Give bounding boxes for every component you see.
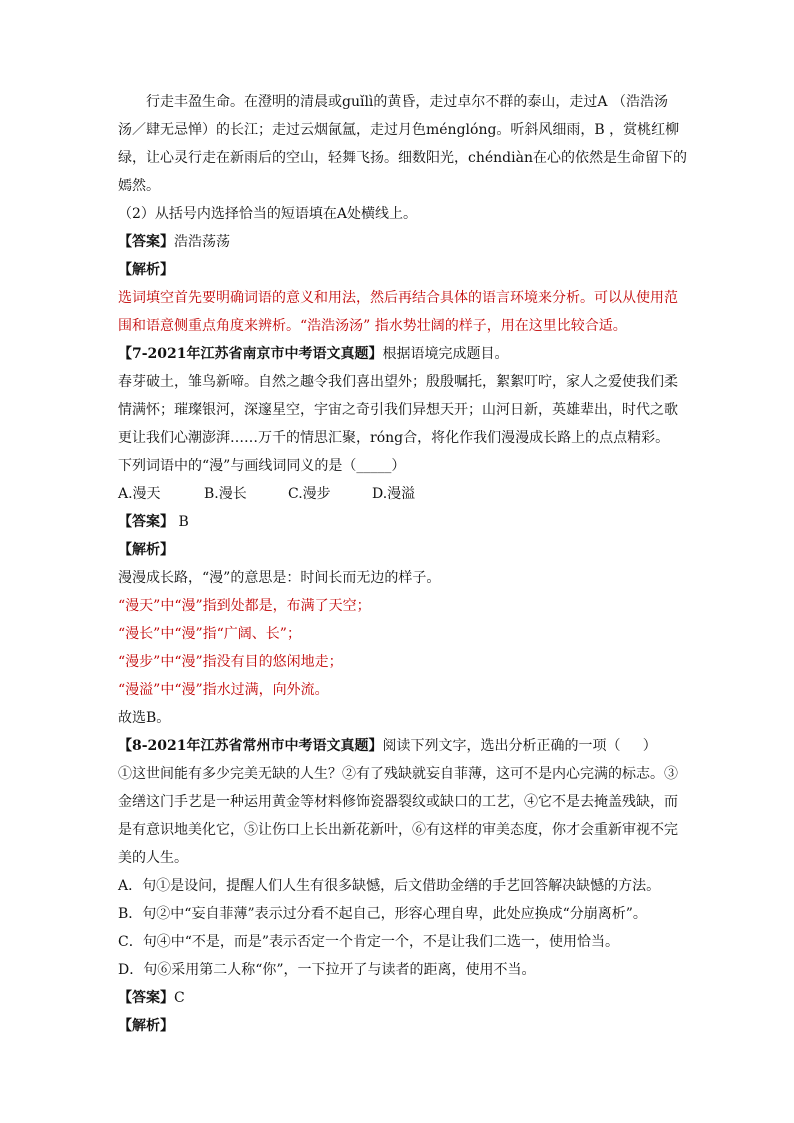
document-page	[118, 88, 687, 1040]
q7-red-line-4: “漫溢”中“漫”指水过满，向外流。	[118, 682, 329, 698]
q7-option-a: A.漫天	[118, 486, 161, 502]
q7-title: 【7-2021年江苏省南京市中考语文真题】	[118, 346, 383, 362]
q8-answer-row	[118, 984, 678, 1012]
q7-red-line-2: “漫长”中“漫”指“广阔、长”；	[118, 626, 301, 642]
q8-text-line-3: 是有意识地美化它，⑤让伤口上长出新花新叶，⑥有这样的审美态度，你才会重新审视不完	[118, 822, 678, 838]
q2-answer-row	[118, 228, 678, 256]
q2-analysis-line-1: 选词填空首先要明确词语的意义和用法，然后再结合具体的语言环境来分析。可以从使用范	[118, 290, 678, 306]
q8-text-line-1: ①这世间能有多少完美无缺的人生？②有了残缺就妄自菲薄，这可不是内心完满的标志。③	[118, 766, 678, 782]
q7-title-rest: 根据语境完成题目。	[382, 346, 509, 362]
q7-question: 下列词语中的“漫”与画线词同义的是（_____）	[118, 458, 406, 474]
q8-title-rest: 阅读下列文字，选出分析正确的一项（ ）	[382, 738, 657, 754]
intro-line-2: 汤／肆无忌惮）的长江；走过云烟氤氲，走过月色ménglóng。听斜风细雨，B ，赏桃红柳	[118, 122, 680, 138]
answer-text: C	[174, 990, 185, 1006]
q2-analysis-line-2: 围和语意侧重点角度来辨析。“浩浩汤汤” 指水势壮阔的样子，用在这里比较合适。	[118, 318, 627, 334]
q7-option-c: C.漫步	[288, 486, 331, 502]
q8-option-d: D．句⑥采用第二人称“你”，一下拉开了与读者的距离，使用不当。	[118, 962, 536, 978]
q7-options	[118, 480, 678, 508]
q7-text-line-1: 春芽破土，雏鸟新啼。自然之趣令我们喜出望外；殷殷嘱托，絮絮叮咛，家人之爱使我们柔	[118, 374, 678, 390]
intro-line-3: 绿，让心灵行走在新雨后的空山，轻舞飞扬。细数阳光，chéndiàn在心的依然是生命留下的	[118, 150, 687, 166]
answer-tag: 【答案】	[118, 514, 174, 530]
analysis-tag: 【解析】	[118, 542, 174, 558]
intro-line-4: 嫣然。	[118, 178, 160, 194]
q8-text-line-4: 美的人生。	[118, 850, 188, 866]
q7-red-line-1: “漫天”中“漫”指到处都是，布满了天空；	[118, 598, 371, 614]
q7-option-b: B.漫长	[204, 486, 247, 502]
q7-conclusion: 故选B。	[118, 710, 171, 726]
q8-text-line-2: 金缮这门手艺是一种运用黄金等材料修饰瓷器裂纹或缺口的工艺，④它不是去掩盖残缺，而	[118, 794, 678, 810]
q8-title: 【8-2021年江苏省常州市中考语文真题】	[118, 738, 383, 754]
q7-analysis-line-1: 漫漫成长路，“漫”的意思是：时间长而无边的样子。	[118, 570, 441, 586]
q7-title-row	[118, 340, 678, 368]
answer-tag: 【答案】	[118, 234, 174, 250]
answer-tag: 【答案】	[118, 990, 174, 1006]
q8-title-row	[118, 732, 678, 760]
analysis-tag: 【解析】	[118, 262, 174, 278]
q8-option-c: C．句④中“不是，而是”表示否定一个肯定一个，不是让我们二选一，使用恰当。	[118, 934, 620, 950]
q7-answer-row	[118, 508, 678, 536]
q8-option-a: A．句①是设问，提醒人们人生有很多缺憾，后文借助金缮的手艺回答解决缺憾的方法。	[118, 878, 661, 894]
q7-text-line-2: 情满怀；璀璨银河，深邃星空，宇宙之奇引我们异想天开；山河日新，英雄辈出，时代之歌	[118, 402, 678, 418]
q2-prompt: （2）从括号内选择恰当的短语填在A处横线上。	[118, 206, 418, 222]
q7-text-line-3: 更让我们心潮澎湃……万千的情思汇聚，róng合，将化作我们漫漫成长路上的点点精彩。	[118, 430, 670, 446]
q8-option-b: B．句②中“妄自菲薄”表示过分看不起自己，形容心理自卑，此处应换成“分崩离析”。	[118, 906, 647, 922]
q7-red-line-3: “漫步”中“漫”指没有目的悠闲地走；	[118, 654, 343, 670]
answer-text: B	[174, 514, 189, 530]
analysis-tag: 【解析】	[118, 1018, 174, 1034]
answer-text: 浩浩荡荡	[174, 234, 230, 250]
intro-line-1: 行走丰盈生命。在澄明的清晨或guǐlì的黄昏，走过卓尔不群的泰山，走过A （浩浩汤	[146, 94, 668, 110]
q7-option-d: D.漫溢	[372, 486, 416, 502]
